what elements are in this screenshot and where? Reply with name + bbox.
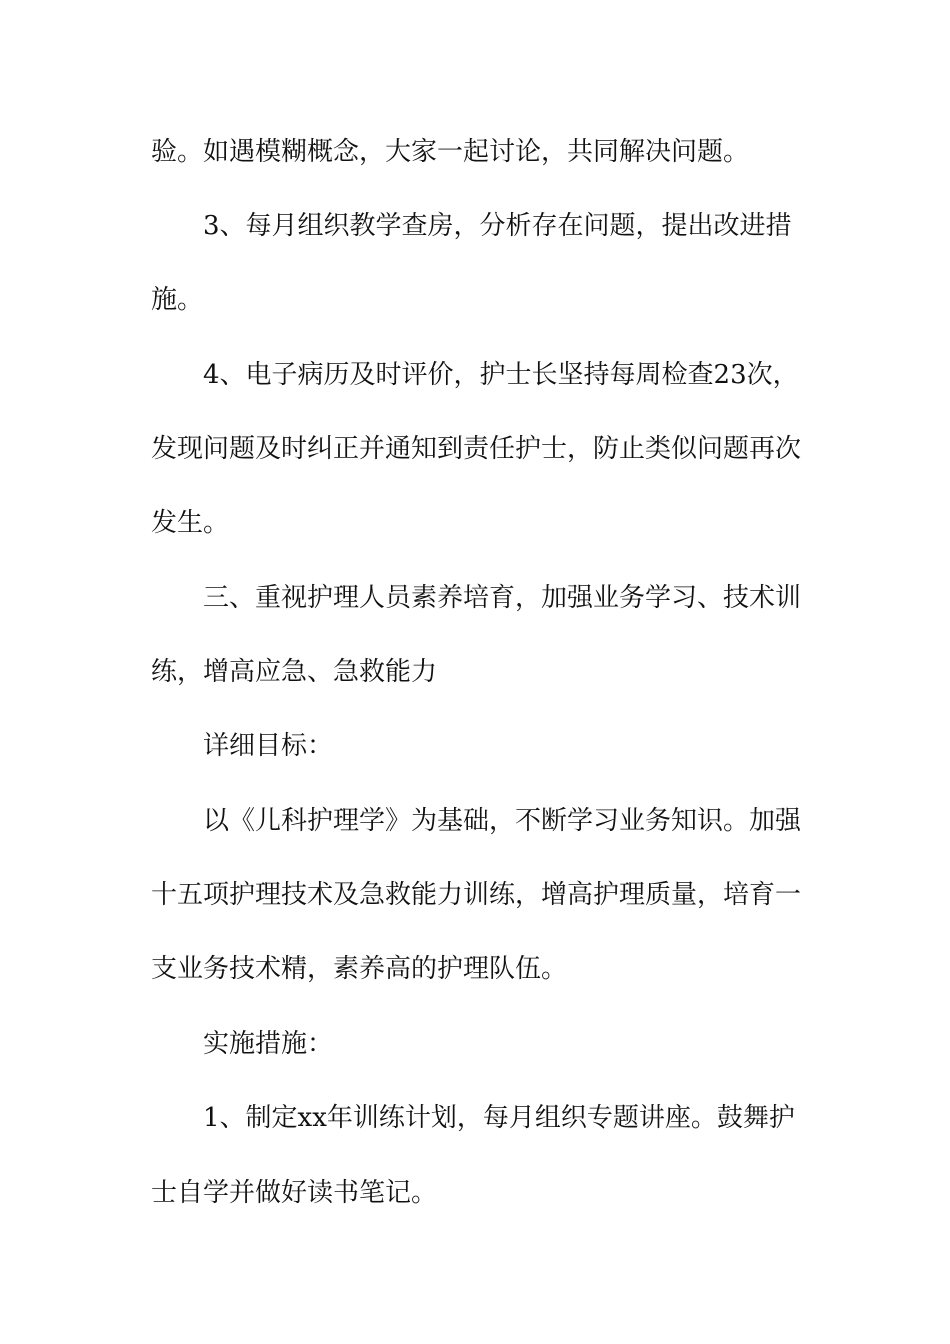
text-line: 施。 bbox=[151, 285, 204, 315]
text-line: 4、电子病历及时评价，护士长坚持每周检查23次， bbox=[203, 360, 799, 390]
subheading: 实施措施： bbox=[203, 1029, 334, 1059]
text-line: 发生。 bbox=[151, 508, 230, 538]
subheading: 详细目标： bbox=[203, 731, 334, 761]
text-line: 支业务技术精，素养高的护理队伍。 bbox=[151, 954, 568, 984]
section-heading: 练，增高应急、急救能力 bbox=[151, 657, 438, 687]
text-line: 十五项护理技术及急救能力训练，增高护理质量，培育一 bbox=[151, 880, 802, 910]
text-line: 以《儿科护理学》为基础，不断学习业务知识。加强 bbox=[203, 806, 802, 836]
text-line: 验。如遇模糊概念，大家一起讨论，共同解决问题。 bbox=[151, 137, 750, 167]
section-heading: 三、重视护理人员素养培育，加强业务学习、技术训 bbox=[203, 583, 802, 613]
text-line: 发现问题及时纠正并通知到责任护士，防止类似问题再次 bbox=[151, 434, 802, 464]
text-line: 3、每月组织教学查房，分析存在问题，提出改进措 bbox=[203, 211, 792, 241]
text-line: 1、制定xx年训练计划，每月组织专题讲座。鼓舞护 bbox=[203, 1103, 795, 1133]
text-line: 士自学并做好读书笔记。 bbox=[151, 1178, 438, 1208]
